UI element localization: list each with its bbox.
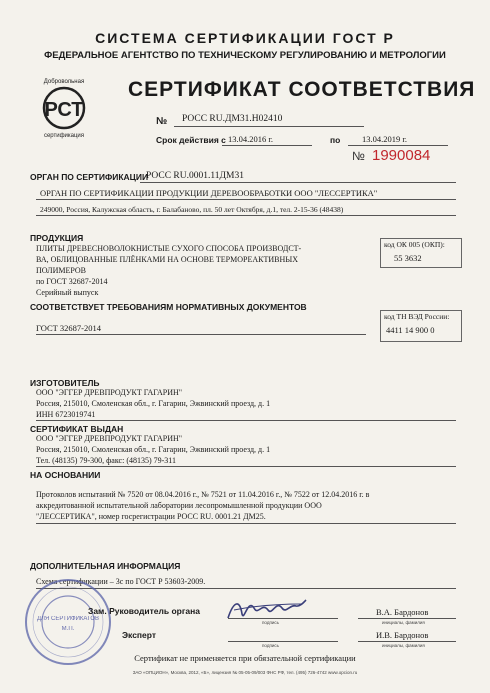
basis-line-3: "ЛЕССЕРТИКА", номер госрегистрации РОСС RU. 0001.21 ДМ25. — [36, 512, 266, 521]
serial-number: 1990084 — [372, 147, 431, 164]
date-to: 13.04.2019 г. — [362, 134, 408, 144]
to-label: по — [330, 135, 341, 145]
sig-caption-1: подпись — [262, 620, 280, 625]
serial-prefix: № — [352, 149, 365, 163]
manufacturer-name: ООО "ЭГГЕР ДРЕВПРОДУКТ ГАГАРИН" — [36, 388, 183, 397]
date-from: 13.04.2016 г. — [228, 134, 274, 144]
logo-bottom-text: сертификация — [43, 133, 85, 139]
logo-top-text: Добровольная — [43, 79, 85, 85]
basis-line-1: Протоколов испытаний № 7520 от 08.04.2016 г., № 7521 от 11.04.2016 г., № 7522 от 12.04.2016 г. в — [36, 490, 370, 499]
head-label: Зам. Руководитель органа — [88, 606, 200, 616]
name-caption-1: инициалы, фамилия — [382, 620, 425, 625]
expert-name: И.В. Бардонов — [376, 630, 429, 640]
system-title: СИСТЕМА СЕРТИФИКАЦИИ ГОСТ Р — [95, 30, 395, 46]
cert-body-name: ОРГАН ПО СЕРТИФИКАЦИИ ПРОДУКЦИИ ДЕРЕВООБРАБОТКИ ООО "ЛЕССЕРТИКА" — [40, 188, 378, 198]
manufacturer-address: Россия, 215010, Смоленская обл., г. Гагарин, Эжвинский проезд, д. 1 — [36, 399, 271, 408]
additional-scheme: Схема сертификации – 3с по ГОСТ Р 53603-2009. — [36, 577, 206, 586]
rst-logo-icon — [36, 76, 92, 140]
conformity-standard: ГОСТ 32687-2014 — [36, 323, 102, 333]
tnved-label: код ТН ВЭД России: — [384, 312, 450, 321]
issued-label: СЕРТИФИКАТ ВЫДАН — [30, 424, 124, 434]
product-line-3: ПОЛИМЕРОВ — [36, 266, 87, 275]
okp-value: 55 3632 — [394, 253, 422, 263]
product-line-5: Серийный выпуск — [36, 288, 99, 297]
stamp-text: ДЛЯ СЕРТИФИКАТОВ — [36, 616, 100, 622]
product-line-4: по ГОСТ 32687-2014 — [36, 277, 108, 286]
name-caption-2: инициалы, фамилия — [382, 643, 425, 648]
product-line-1: ПЛИТЫ ДРЕВЕСНОВОЛОКНИСТЫЕ СУХОГО СПОСОБА ПРОИЗВОДСТ- — [36, 244, 302, 253]
page-title: СЕРТИФИКАТ СООТВЕТСТВИЯ — [128, 78, 476, 101]
issued-phone: Тел. (48135) 79-300, факс: (48135) 79-311 — [36, 456, 177, 465]
product-label: ПРОДУКЦИЯ — [30, 233, 84, 243]
additional-label: ДОПОЛНИТЕЛЬНАЯ ИНФОРМАЦИЯ — [30, 561, 181, 571]
conformity-label: СООТВЕТСТВУЕТ ТРЕБОВАНИЯМ НОРМАТИВНЫХ ДОКУМЕНТОВ — [30, 302, 307, 312]
expert-label: Эксперт — [122, 630, 157, 640]
cert-no-label: № — [156, 116, 168, 127]
cert-body-address: 249000, Россия, Калужская область, г. Балабаново, пл. 50 лет Октября, д.1, тел. 2-15-36 (48438) — [40, 205, 344, 214]
cert-body-label: ОРГАН ПО СЕРТИФИКАЦИИ — [30, 172, 149, 182]
basis-label: НА ОСНОВАНИИ — [30, 470, 101, 480]
stamp-mp: М.П. — [61, 626, 75, 632]
head-name: В.А. Бардонов — [376, 607, 429, 617]
basis-line-2: аккредитованной испытательной лаборатории лесопромышленной продукции ООО — [36, 501, 322, 510]
footer-print: ЗАО «ОПЦИОН», Москва, 2012, «Б», лицензия № 05-05-09/003 ФНС РФ, тел. (495) 726-4742 www.opcion.ru — [132, 670, 358, 675]
validity-label: Срок действия с — [156, 135, 226, 145]
issued-address: Россия, 215010, Смоленская обл., г. Гагарин, Эжвинский проезд, д. 1 — [36, 445, 271, 454]
agency-title: ФЕДЕРАЛЬНОЕ АГЕНТСТВО ПО ТЕХНИЧЕСКОМУ РЕГУЛИРОВАНИЮ И МЕТРОЛОГИИ — [44, 50, 446, 61]
logo-mark-text: РСТ — [44, 99, 84, 121]
issued-name: ООО "ЭГГЕР ДРЕВПРОДУКТ ГАГАРИН" — [36, 434, 183, 443]
sig-caption-2: подпись — [262, 643, 280, 648]
footer-note: Сертификат не применяется при обязательной сертификации — [134, 653, 356, 663]
manufacturer-inn: ИНН 6723019741 — [36, 410, 96, 419]
okp-label: код ОК 005 (ОКП): — [384, 240, 445, 249]
cert-body-code: РОСС RU.0001.11ДМ31 — [146, 171, 244, 181]
manufacturer-label: ИЗГОТОВИТЕЛЬ — [30, 378, 100, 388]
product-line-2: ВА, ОБЛИЦОВАННЫЕ ПЛЁНКАМИ НА ОСНОВЕ ТЕРМОРЕАКТИВНЫХ — [36, 255, 298, 264]
cert-number: РОСС RU.ДМ31.Н02410 — [182, 114, 283, 124]
tnved-value: 4411 14 900 0 — [386, 325, 435, 335]
